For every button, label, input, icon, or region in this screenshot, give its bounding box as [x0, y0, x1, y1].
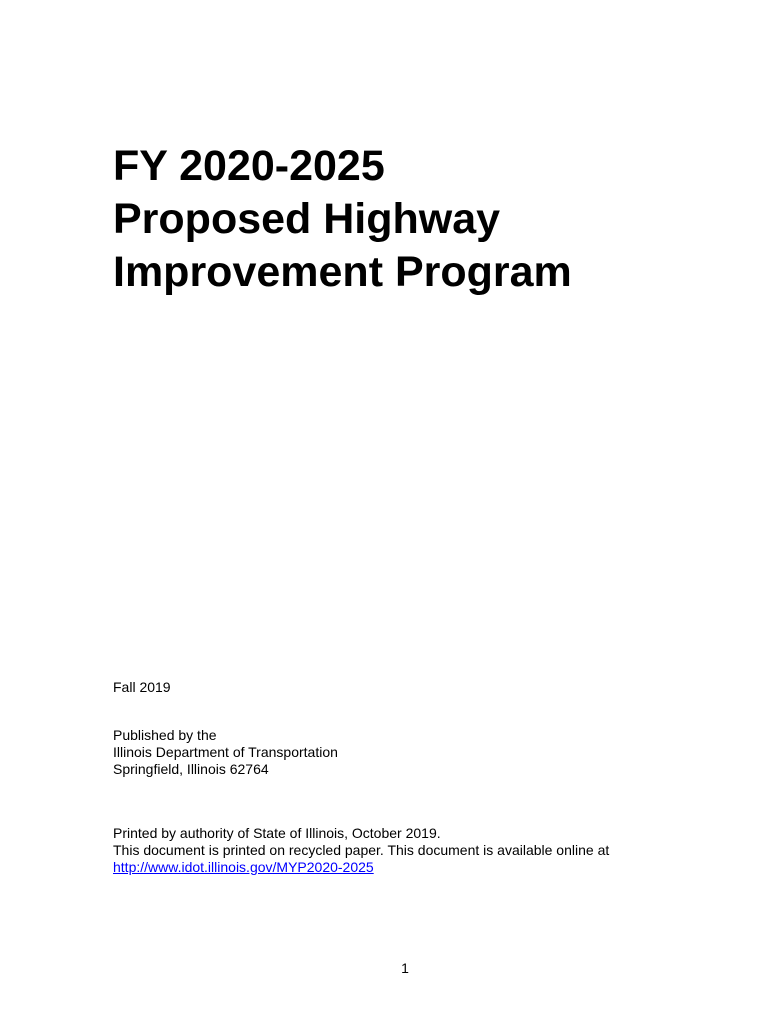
online-document-link[interactable]: http://www.idot.illinois.gov/MYP2020-2025	[113, 859, 374, 875]
publication-season	[113, 679, 171, 696]
publisher-intro: Published by the	[113, 727, 217, 743]
season-text: Fall 2019	[113, 679, 171, 695]
publisher-address: Springfield, Illinois 62764	[113, 761, 269, 777]
page-number: 1	[401, 960, 409, 976]
printing-notice	[113, 825, 609, 876]
recycled-paper-notice: This document is printed on recycled paper. This document is available online at	[113, 842, 610, 858]
title-line-fiscal-years: FY 2020-2025	[113, 142, 385, 190]
title-line-improvement-program: Improvement Program	[113, 248, 572, 296]
publisher-block	[113, 727, 338, 778]
printing-authority: Printed by authority of State of Illinois, October 2019.	[113, 825, 441, 841]
publisher-name: Illinois Department of Transportation	[113, 744, 338, 760]
title-line-proposed-highway: Proposed Highway	[113, 195, 501, 243]
document-title	[113, 140, 713, 299]
